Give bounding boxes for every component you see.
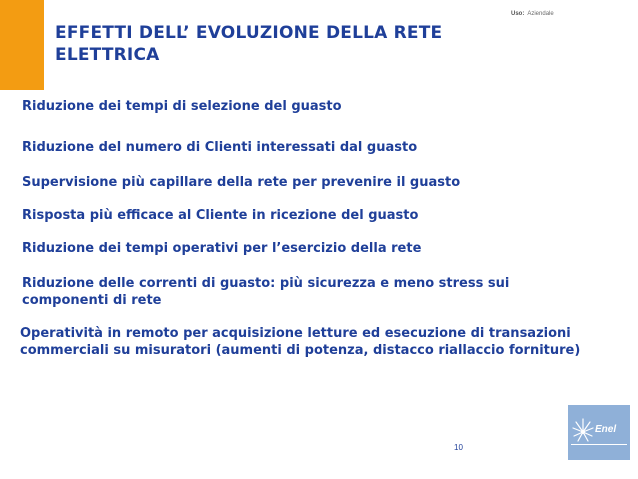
enel-logo-icon — [568, 405, 630, 460]
page-number: 10 — [454, 443, 463, 452]
bullet-item: Supervisione più capillare della rete per prevenire il guasto — [22, 175, 461, 190]
bullet-item: Riduzione del numero di Clienti interessati dal guasto — [22, 140, 418, 155]
bullet-item: Risposta più efficace al Cliente in ricezione del guasto — [22, 208, 419, 223]
usage-value: Aziendale — [527, 11, 554, 17]
bullet-item: Operatività in remoto per acquisizione letture ed esecuzione di transazioni commerciali su misuratori (aumenti di potenza, distacco riallaccio forniture) — [20, 326, 581, 358]
bullet-item: Riduzione dei tempi di selezione del guasto — [22, 99, 342, 114]
logo-strip — [571, 444, 627, 451]
usage-classification — [511, 11, 554, 17]
bullet-item: Riduzione dei tempi operativi per l’esercizio della rete — [22, 241, 422, 256]
orange-accent-block — [0, 0, 44, 90]
bullet-item: Riduzione delle correnti di guasto: più sicurezza e meno stress sui componenti di rete — [22, 276, 510, 308]
usage-label: Uso: — [511, 11, 525, 17]
logo-name: Enel — [595, 424, 617, 435]
slide-title: EFFETTI DELL’ EVOLUZIONE DELLA RETE ELETTRICA — [55, 23, 443, 65]
